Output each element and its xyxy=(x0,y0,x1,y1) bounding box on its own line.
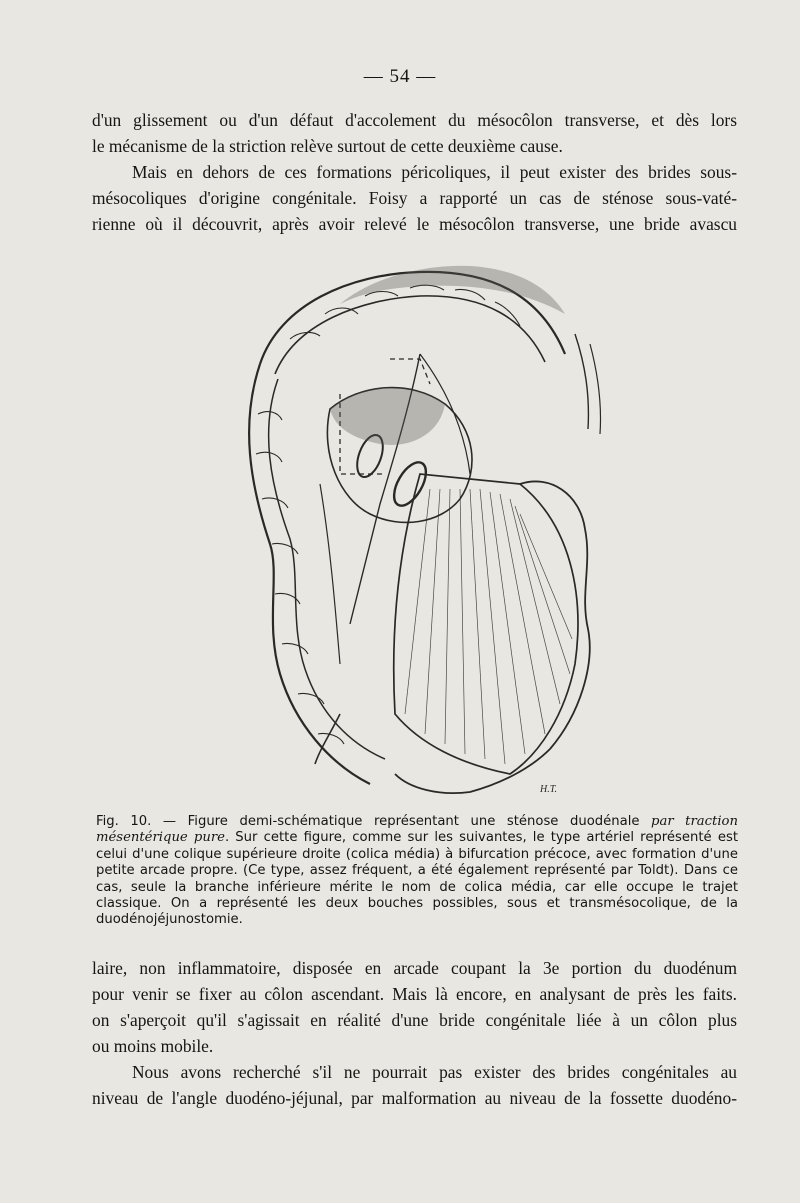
paragraph-4-line-1: Nous avons recherché s'il ne pourrait pas exister des brides congénitales au xyxy=(132,1062,737,1082)
figure-caption xyxy=(96,814,738,929)
anatomical-illustration xyxy=(220,244,620,814)
illustrator-signature: H.T. xyxy=(540,784,558,795)
paragraph-2-line-2: mésocoliques d'origine congénitale. Foisy a rapporté un cas de sténose sous-vaté- xyxy=(92,188,737,208)
page-number: — 54 — xyxy=(363,66,437,87)
top-text-block xyxy=(92,107,737,237)
paragraph-1-line-1: d'un glissement ou d'un défaut d'accolement du mésocôlon transverse, et dès lors xyxy=(92,110,737,130)
paragraph-3-line-2: pour venir se fixer au côlon ascendant. Mais là encore, en analysant de près les faits. xyxy=(92,984,737,1004)
paragraph-1-line-2: le mécanisme de la striction relève surtout de cette deuxième cause. xyxy=(92,136,563,156)
paragraph-3-line-4: ou moins mobile. xyxy=(92,1036,214,1056)
paragraph-3-line-3: on s'aperçoit qu'il s'agissait en réalité d'une bride congénitale liée à un côlon plus xyxy=(92,1010,737,1030)
caption-text-1: — Figure demi-schématique représentant une sténose duodénale xyxy=(151,814,652,829)
caption-italic: par traction mésentérique pure xyxy=(96,814,738,846)
caption-label: Fig. 10. xyxy=(96,814,152,829)
paragraph-2-line-1: Mais en dehors de ces formations péricoliques, il peut exister des brides sous- xyxy=(132,162,737,182)
paragraph-2-line-3: rienne où il découvrit, après avoir relevé le mésocôlon transverse, une bride avascu xyxy=(92,214,737,234)
paragraph-3-line-1: laire, non inflammatoire, disposée en arcade coupant la 3e portion du duodénum xyxy=(92,958,737,978)
caption-text-2: . Sur cette figure, comme sur les suivantes, le type artériel représenté est celui d'une colique supérieure droite (colica média) à bifurcation précoce, avec formation d'une petite arcade propre. (Ce type, assez fréquent, a été également représenté par Toldt). Dans ce cas, seule la branche inférieure mérite le nom de colica média, car elle occupe le trajet classique. On a représenté les deux bouches possibles, sous et transmésocolique, de la duodénojéjunostomie. xyxy=(96,830,738,928)
paragraph-4-line-2: niveau de l'angle duodéno-jéjunal, par malformation au niveau de la fossette duodéno- xyxy=(92,1088,737,1108)
bottom-text-block xyxy=(92,955,737,1111)
